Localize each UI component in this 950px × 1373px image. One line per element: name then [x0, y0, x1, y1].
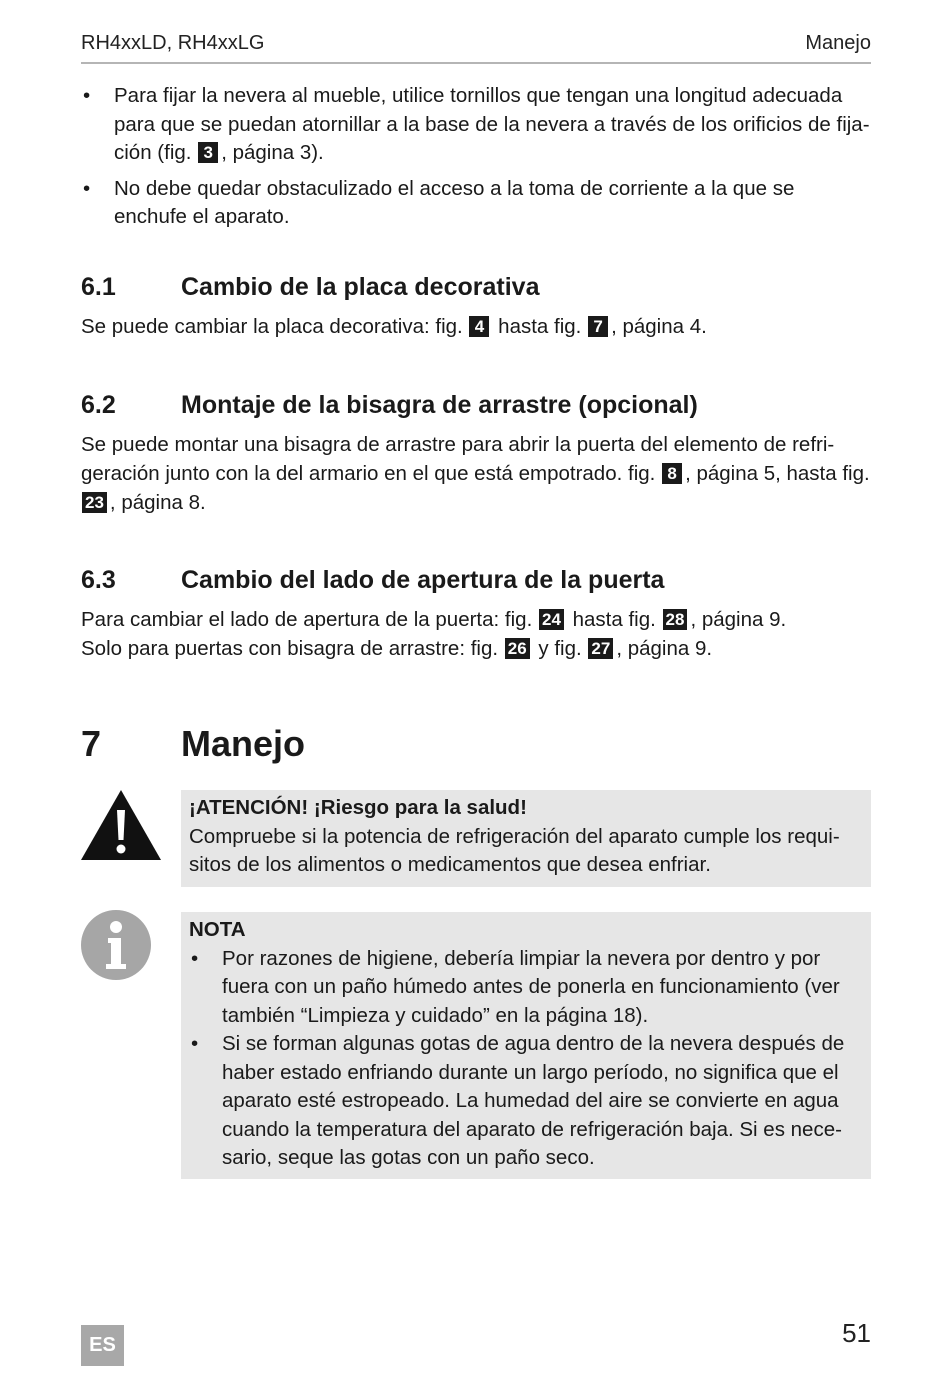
bullet-symbol: • — [83, 84, 91, 107]
header-model: RH4xxLD, RH4xxLG — [81, 32, 265, 54]
section-heading — [81, 388, 871, 422]
section-paragraph — [81, 430, 871, 517]
note-item-text: Si se forman algunas gotas de agua dentro de la nevera después de haber estado enfriando durante un largo período, no significa que el aparato esté estropeado. La humedad del aire se convierte en agua cuando la temperatura del aparato de refrigeración baja. Si es nece-sario, seque las gotas con un paño seco. — [222, 1032, 845, 1169]
list-item — [81, 175, 871, 232]
section-number: 6.3 — [81, 566, 116, 594]
warning-triangle-icon — [80, 788, 162, 862]
language-tab: ES — [81, 1325, 124, 1366]
list-item — [189, 945, 863, 1031]
note-title: NOTA — [189, 918, 246, 941]
section-6-2 — [81, 388, 871, 517]
figure-reference: 4 — [469, 316, 489, 337]
bullet-symbol: • — [83, 176, 91, 200]
paragraph-text: hasta fig. — [572, 608, 656, 631]
warning-title: ¡ATENCIÓN! ¡Riesgo para la salud! — [189, 796, 527, 819]
figure-reference: 8 — [662, 463, 682, 484]
section-number: 6.2 — [81, 391, 116, 419]
paragraph-text: , página 8. — [109, 491, 206, 514]
page-header — [81, 30, 871, 64]
info-icon — [81, 910, 151, 980]
section-6-1 — [81, 270, 871, 341]
figure-reference: 28 — [663, 609, 688, 630]
section-heading — [81, 270, 871, 304]
bullet-symbol: • — [191, 1032, 199, 1055]
section-heading — [81, 563, 871, 597]
paragraph-text: , página 4. — [611, 315, 707, 338]
section-paragraph — [81, 312, 871, 341]
section-number: 6.1 — [81, 273, 116, 301]
note-item-text: Por razones de higiene, debería limpiar la nevera por dentro y por fuera con un paño húmedo antes de ponerla en funcionamiento (ver también “Limpieza y cuidado” en la página 18). — [222, 946, 840, 1027]
figure-reference: 7 — [588, 316, 608, 337]
warning-box — [181, 790, 871, 887]
note-list — [189, 945, 863, 1173]
figure-reference: 24 — [539, 609, 564, 630]
chapter-number: 7 — [81, 723, 102, 764]
figure-reference: 27 — [588, 638, 613, 659]
paragraph-text: y fig. — [538, 637, 582, 660]
figure-reference: 23 — [82, 492, 107, 513]
figure-reference: 26 — [505, 638, 530, 659]
bullet-text: Para fijar la nevera al mueble, utilice tornillos que tengan una longitud adecuada para que se puedan atornillar a la base de la nevera a través de los orificios de fija-ción (fig. — [114, 84, 870, 164]
list-item — [81, 82, 871, 168]
paragraph-text: Se puede montar una bisagra de arrastre para abrir la puerta del elemento de refri-geración junto con la del armario en el que está empotrado. fig. — [81, 433, 835, 485]
paragraph-text: Se puede cambiar la placa decorativa: fig. — [81, 315, 463, 338]
bullet-symbol: • — [191, 946, 199, 970]
figure-reference: 3 — [198, 142, 218, 163]
bullet-text: , página 3). — [221, 141, 324, 164]
paragraph-text: Para cambiar el lado de apertura de la puerta: fig. — [81, 608, 533, 631]
page-number: 51 — [842, 1318, 871, 1348]
bullet-text: No debe quedar obstaculizado el acceso a la toma de corriente a la que se enchufe el aparato. — [114, 176, 795, 228]
section-6-3 — [81, 563, 871, 663]
paragraph-text: hasta fig. — [498, 315, 582, 338]
intro-bullet-list — [81, 82, 871, 239]
paragraph-text: , página 5, hasta fig. — [685, 462, 870, 485]
chapter-title: Manejo — [181, 723, 306, 764]
section-title: Cambio del lado de apertura de la puerta — [181, 566, 665, 594]
section-paragraph — [81, 605, 871, 663]
paragraph-text: , página 9. — [616, 637, 713, 660]
warning-text: Compruebe si la potencia de refrigeración del aparato cumple los requi-sitos de los alimentos o medicamentos que desea enfriar. — [189, 824, 840, 876]
chapter-heading — [81, 720, 871, 768]
paragraph-text: Solo para puertas con bisagra de arrastre: fig. — [81, 637, 499, 660]
section-title: Cambio de la placa decorativa — [181, 273, 540, 301]
header-section: Manejo — [805, 32, 871, 54]
section-title: Montaje de la bisagra de arrastre (opcional) — [181, 391, 698, 419]
paragraph-text: , página 9. — [690, 608, 787, 631]
note-box — [181, 912, 871, 1179]
list-item — [189, 1030, 863, 1173]
